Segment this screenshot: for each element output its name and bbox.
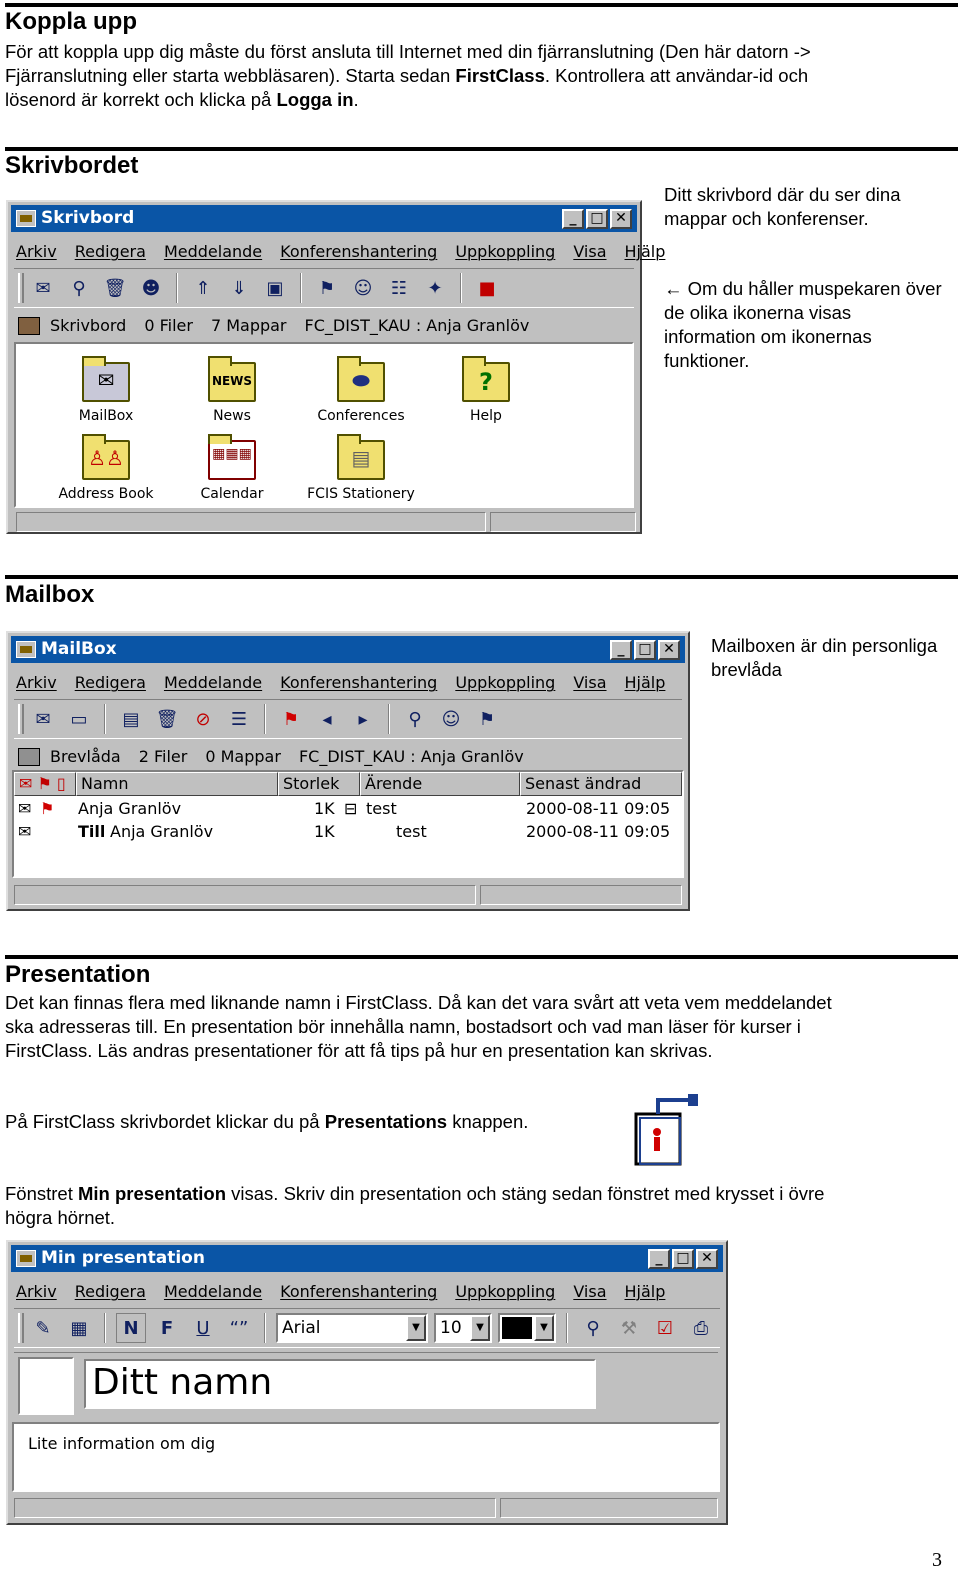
presentation-icon (16, 1250, 36, 1267)
text: Om du håller muspekaren över de olika ikonerna visas information om ikonernas funktioner. (664, 278, 942, 371)
download-icon[interactable]: ⇓ (231, 277, 247, 299)
window-title: MailBox (41, 639, 117, 659)
desktop-icon (16, 210, 36, 227)
toolbar-separator (104, 704, 106, 734)
paragraph-window (5, 1182, 824, 1230)
window-buttons (610, 640, 680, 660)
size-select[interactable] (434, 1313, 492, 1343)
conferences-icon: ⬬ (337, 362, 385, 402)
column-arende[interactable]: Ärende (360, 772, 520, 796)
menu-konferenshantering[interactable]: Konferenshantering (280, 1282, 438, 1301)
toolbar-separator (264, 1313, 266, 1343)
toolbar-separator (300, 273, 302, 303)
path-folders: 7 Mappar (210, 316, 287, 335)
desktop-item-conferences[interactable] (296, 362, 426, 424)
calendar-icon: ▦▦▦ (208, 440, 256, 480)
font-select[interactable] (276, 1313, 428, 1343)
text-line: För att koppla upp dig måste du först ansluta till Internet med din fjärranslutning (Den här datorn -> (5, 41, 811, 62)
toolbar-grip[interactable] (18, 273, 24, 303)
new-message-icon[interactable]: ✉ (35, 277, 51, 299)
rule (5, 955, 958, 959)
menu-redigera[interactable]: Redigera (74, 242, 146, 261)
side-note-mailbox: Mailboxen är din personliga brevlåda (711, 635, 938, 680)
menu-visa[interactable]: Visa (573, 1282, 607, 1301)
text-line: FirstClass. Läs andras presentationer för att få tips på hur en presentation kan skrivas. (5, 1040, 713, 1061)
text: Fönstret (5, 1183, 78, 1204)
path-bar (16, 744, 682, 770)
menu-arkiv[interactable]: Arkiv (16, 673, 57, 692)
row-subject: test (366, 799, 397, 818)
menu-uppkoppling[interactable]: Uppkoppling (455, 1282, 556, 1301)
color-swatch (502, 1317, 532, 1339)
menu-visa[interactable]: Visa (573, 673, 607, 692)
path-files: 2 Filer (138, 747, 188, 766)
menu-meddelande[interactable]: Meddelande (163, 242, 263, 261)
add-attachment-icon[interactable]: ✎ (35, 1317, 51, 1339)
heading-presentation: Presentation (5, 961, 151, 988)
text: knappen. (447, 1111, 529, 1132)
info-text: Lite information om dig (28, 1434, 216, 1453)
row-name: Anja Granlöv (110, 822, 214, 841)
column-storlek[interactable]: Storlek (278, 772, 360, 796)
arrow-left-icon: ← (664, 278, 683, 299)
menu-uppkoppling[interactable]: Uppkoppling (455, 242, 556, 261)
menu-konferenshantering[interactable]: Konferenshantering (280, 242, 438, 261)
heading-skrivbordet: Skrivbordet (5, 152, 139, 179)
desktop-item-address-book[interactable] (46, 440, 166, 502)
status-bar (14, 1498, 496, 1518)
logout-icon[interactable]: ■ (478, 277, 496, 299)
font-value: Arial (282, 1318, 321, 1338)
side-note-hover (664, 277, 944, 373)
italic-button[interactable]: F (160, 1317, 174, 1339)
envelope-icon: ✉ (18, 822, 32, 841)
rule (5, 147, 958, 151)
user-icon[interactable]: ☺ (441, 708, 461, 730)
minimize-button[interactable]: _ (648, 1249, 670, 1269)
close-button[interactable]: ✕ (696, 1249, 718, 1269)
menu-meddelande[interactable]: Meddelande (163, 1282, 263, 1301)
row-name: Anja Granlöv (78, 799, 182, 818)
toolbar-separator (176, 273, 178, 303)
info-field[interactable] (12, 1422, 720, 1492)
text: . Kontrollera att användar-id och (544, 65, 809, 86)
toolbar-separator (566, 1313, 568, 1343)
status-bar (500, 1498, 718, 1518)
toolbar-grip[interactable] (18, 1313, 24, 1343)
list-header (14, 772, 682, 796)
text: . (353, 89, 359, 110)
desktop-item-fcis-stationery[interactable] (291, 440, 431, 502)
upload-icon[interactable]: ⇑ (195, 277, 211, 299)
desktop-area (14, 342, 634, 508)
status-bar (16, 512, 486, 532)
menu-konferenshantering[interactable]: Konferenshantering (280, 673, 438, 692)
path-files: 0 Filer (144, 316, 193, 335)
desktop-item-calendar[interactable] (182, 440, 282, 502)
row-size: 1K (314, 799, 335, 818)
icon-label: Calendar (200, 486, 264, 502)
mailbox-icon: ✉ (82, 362, 130, 402)
icon-label: FCIS Stationery (307, 486, 415, 502)
flag-icon: ⚑ (40, 799, 55, 818)
trash-icon[interactable]: 🗑 (103, 277, 127, 299)
close-button[interactable]: ✕ (610, 209, 632, 229)
photo-box[interactable] (18, 1357, 74, 1415)
path-folders: 0 Mappar (205, 747, 281, 766)
status-bar (490, 512, 636, 532)
toolbar-grip[interactable] (18, 704, 24, 734)
menu-bar (16, 1279, 720, 1305)
message-list (12, 770, 684, 878)
heading-mailbox: Mailbox (5, 581, 95, 608)
presentations-icon-graphic (632, 1090, 704, 1168)
heading-koppla-upp: Koppla upp (5, 8, 137, 35)
mailbox-icon (16, 641, 36, 658)
chevron-down-icon[interactable]: ▼ (406, 1315, 426, 1341)
minimize-button[interactable]: _ (562, 209, 584, 229)
icon-label: Conferences (317, 408, 405, 424)
next-icon[interactable]: ▸ (358, 708, 368, 730)
search-icon[interactable]: ⚲ (408, 708, 422, 730)
toolbar-separator (388, 704, 390, 734)
menu-redigera[interactable]: Redigera (74, 673, 146, 692)
text: Fjärranslutning eller starta webbläsaren). Starta sedan (5, 65, 456, 86)
menu-uppkoppling[interactable]: Uppkoppling (455, 673, 556, 692)
paragraph-koppla (5, 40, 811, 112)
icon-label: Help (470, 408, 502, 424)
title-bar[interactable] (11, 1245, 723, 1272)
menu-bar (16, 670, 682, 696)
underline-button[interactable]: U (196, 1317, 210, 1339)
toolbar-separator (104, 1313, 106, 1343)
title-bar[interactable] (11, 205, 637, 232)
row-date: 2000-08-11 09:05 (526, 799, 671, 818)
table-row[interactable] (14, 798, 682, 820)
window-title: Skrivbord (41, 208, 135, 228)
menu-visa[interactable]: Visa (573, 242, 607, 261)
header-area (14, 1352, 718, 1424)
stationery-icon: ▤ (337, 440, 385, 480)
text: På FirstClass skrivbordet klickar du på (5, 1111, 325, 1132)
new-message-icon[interactable]: ✉ (35, 708, 51, 730)
status-bar (480, 885, 682, 905)
color-select[interactable] (498, 1313, 556, 1343)
text-line (5, 1182, 824, 1206)
presentation-icon[interactable]: ⚑ (478, 708, 496, 730)
text-line: högra hörnet. (5, 1207, 116, 1228)
icon-label: MailBox (78, 408, 134, 424)
mailbox-icon (18, 748, 40, 766)
page-number: 3 (932, 1549, 942, 1571)
insert-icon[interactable]: ▦ (70, 1317, 88, 1339)
new-folder-icon[interactable]: ▭ (70, 708, 88, 730)
toolbar-separator (264, 704, 266, 734)
checkbox-icon[interactable]: ☑ (656, 1317, 674, 1339)
bold-text: FirstClass (455, 65, 545, 86)
text-line: ska adresseras till. En presentation bör innehålla namn, bostadsort och vad man läser för kurser i (5, 1016, 801, 1037)
title-bar[interactable] (11, 636, 685, 663)
search-icon[interactable]: ⚲ (72, 277, 86, 299)
text-line (5, 64, 811, 88)
desktop-icon (18, 317, 40, 335)
skrivbord-window (6, 200, 666, 534)
text-line (5, 88, 811, 112)
menu-meddelande[interactable]: Meddelande (163, 673, 263, 692)
mailbox-window (6, 631, 690, 911)
directory-icon[interactable]: ☷ (390, 277, 408, 299)
news-icon: NEWS (208, 362, 256, 402)
name-field[interactable]: Ditt namn (84, 1359, 596, 1409)
window-buttons (562, 209, 632, 229)
print-icon[interactable]: ⎙ (693, 1317, 709, 1339)
bold-text: Min presentation (78, 1183, 227, 1204)
who-is-online-icon[interactable]: ☻ (141, 277, 161, 299)
user-icon[interactable]: ☺ (353, 277, 373, 299)
path-user: FC_DIST_KAU : Anja Granlöv (298, 747, 524, 766)
help-bulb-icon[interactable]: ✦ (427, 277, 443, 299)
maximize-button[interactable]: □ (634, 640, 656, 660)
path-bar (16, 313, 634, 339)
maximize-button[interactable]: □ (586, 209, 608, 229)
column-icons[interactable]: ✉ ⚑ ▯ (14, 772, 76, 796)
minimize-button[interactable]: _ (610, 640, 632, 660)
envelope-icon: ✉ (18, 799, 32, 818)
path-label: Skrivbord (50, 316, 127, 335)
previous-icon[interactable]: ◂ (322, 708, 332, 730)
bold-text: Logga in (276, 89, 354, 110)
icon-label: News (213, 408, 251, 424)
status-bar (14, 885, 476, 905)
toolbar (14, 1308, 720, 1348)
menu-bar (16, 239, 666, 265)
list-icon[interactable]: ☰ (230, 708, 248, 730)
maximize-button[interactable]: □ (672, 1249, 694, 1269)
close-button[interactable]: ✕ (658, 640, 680, 660)
column-namn[interactable]: Namn (76, 772, 278, 796)
toolbar-separator (460, 273, 462, 303)
paragraph-presentation (5, 991, 832, 1063)
trash-icon[interactable]: 🗑 (155, 708, 179, 730)
row-date: 2000-08-11 09:05 (526, 822, 671, 841)
menu-arkiv[interactable]: Arkiv (16, 1282, 57, 1301)
presentation-window (6, 1240, 728, 1525)
chevron-down-icon[interactable]: ▼ (470, 1315, 490, 1341)
rule (5, 3, 958, 7)
desktop-item-help[interactable] (436, 362, 536, 424)
presentation-icon[interactable]: ⚑ (318, 277, 336, 299)
flag-icon[interactable]: ⚑ (282, 708, 300, 730)
row-prefix: Till (78, 822, 106, 841)
address-book-icon: ♙♙ (82, 440, 130, 480)
toolbar (14, 268, 634, 308)
text-line: Det kan finnas flera med liknande namn i FirstClass. Då kan det vara svårt att veta vem meddelandet (5, 992, 832, 1013)
open-icon[interactable]: ▣ (266, 277, 284, 299)
column-senast-andrad[interactable]: Senast ändrad (520, 772, 682, 796)
quote-button[interactable]: “” (229, 1317, 249, 1339)
spellcheck-icon[interactable]: ⚒ (620, 1317, 638, 1339)
row-subject: test (396, 822, 427, 841)
menu-redigera[interactable]: Redigera (74, 1282, 146, 1301)
text: visas. Skriv din presentation och stäng sedan fönstret med krysset i övre (226, 1183, 825, 1204)
menu-hjalp[interactable]: Hjälp (624, 1282, 666, 1301)
paragraph-click (5, 1110, 528, 1134)
help-icon: ? (462, 362, 510, 402)
toolbar (14, 699, 682, 739)
desktop-item-news[interactable] (182, 362, 282, 424)
bold-button[interactable]: N (116, 1313, 146, 1343)
rule (5, 575, 958, 579)
menu-hjalp[interactable]: Hjälp (624, 673, 666, 692)
table-row[interactable] (14, 821, 682, 843)
window-title: Min presentation (41, 1248, 205, 1268)
search-icon[interactable]: ⚲ (586, 1317, 600, 1339)
print-icon[interactable]: ▤ (122, 708, 140, 730)
path-user: FC_DIST_KAU : Anja Granlöv (304, 316, 530, 335)
text: lösenord är korrekt och klicka på (5, 89, 277, 110)
side-note-desktop: Ditt skrivbord där du ser dina mappar och konferenser. (664, 184, 901, 229)
menu-hjalp[interactable]: Hjälp (624, 242, 666, 261)
chevron-down-icon[interactable]: ▼ (534, 1315, 554, 1341)
presentations-icon (632, 1090, 704, 1168)
icon-label: Address Book (58, 486, 154, 502)
bold-text: Presentations (324, 1111, 448, 1132)
attachment-icon: ⊟ (344, 799, 358, 818)
desktop-item-mailbox[interactable] (56, 362, 156, 424)
menu-arkiv[interactable]: Arkiv (16, 242, 57, 261)
window-buttons (648, 1249, 718, 1269)
row-size: 1K (314, 822, 335, 841)
unsend-icon[interactable]: ⊘ (195, 708, 211, 730)
size-value: 10 (440, 1318, 462, 1338)
path-label: Brevlåda (50, 747, 121, 766)
